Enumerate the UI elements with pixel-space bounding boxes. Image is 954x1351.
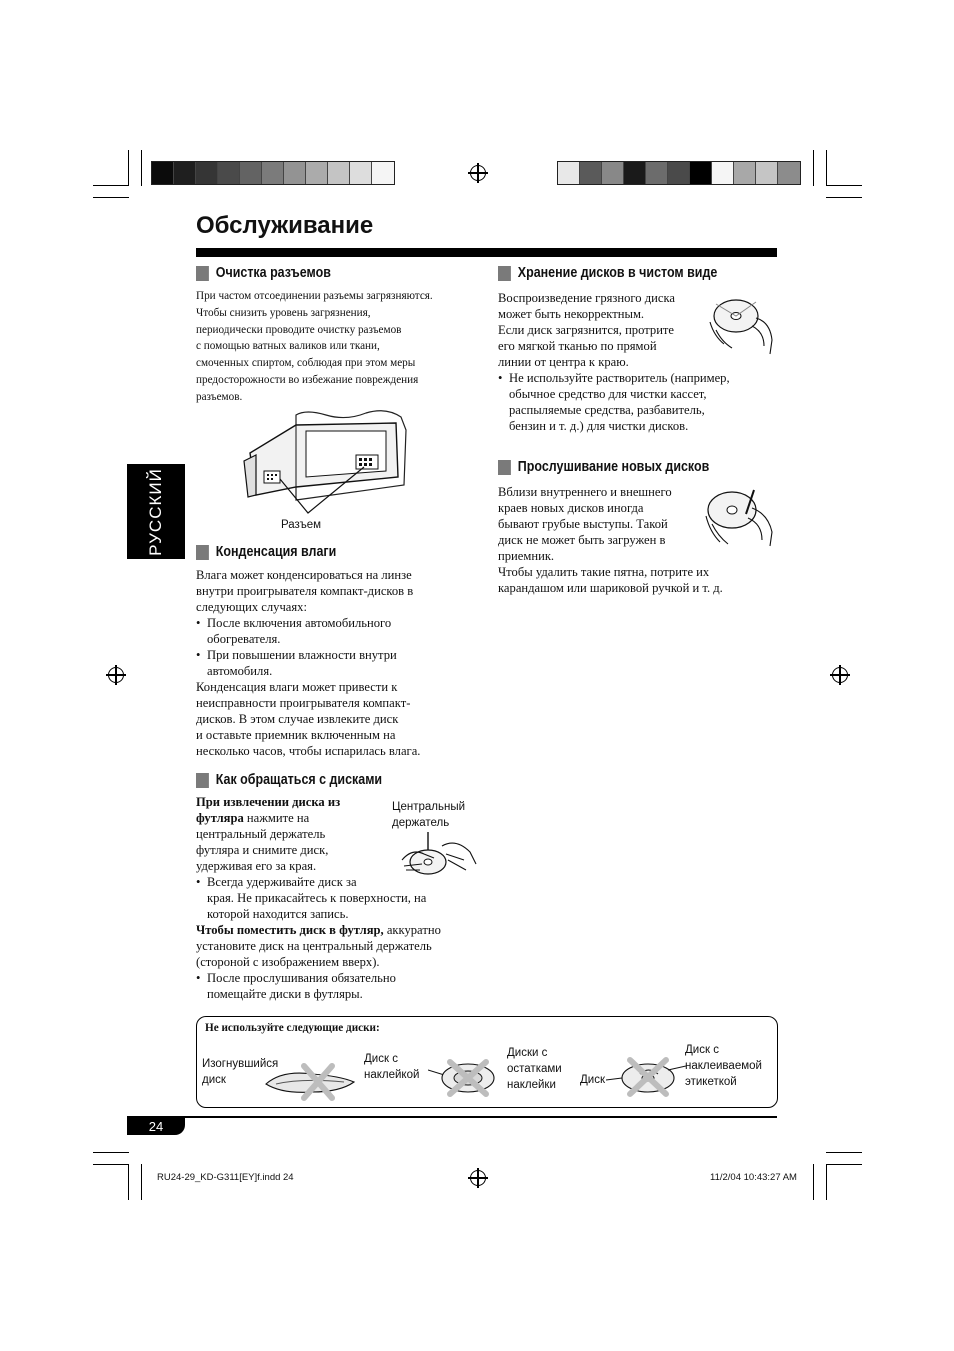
section-heading-handling [196,772,382,788]
color-calibration-bar-right [557,161,801,185]
text-line: автомобиля. [207,664,273,678]
label-line: наклейкой [364,1069,420,1081]
text-line: футляра и снимите диск, [196,843,329,857]
crop-mark [826,185,862,186]
text-line: диск не может быть загружен в [498,533,666,547]
label-line: Диски с [507,1047,548,1059]
disc-label: Диск [580,1074,605,1086]
text-line: карандашом или шариковой ручкой и т. д. [498,581,723,595]
bullet-item [196,615,486,647]
footer-date: 11/2/04 10:43:27 AM [710,1172,797,1183]
text-line: предосторожности во избежание повреждения [196,373,419,386]
registration-mark-icon [470,1170,486,1186]
color-swatch [350,162,372,184]
section-square-icon [498,460,511,475]
label-line: диск [202,1074,226,1086]
text-line: распыляемые средства, разбавитель, [509,403,705,417]
bold-text: футляра [196,811,244,825]
text-line: с помощью ватных валиков или ткани, [196,340,380,353]
crop-mark [826,1164,827,1200]
bold-text: При извлечении диска из [196,795,341,809]
text-line: бывают грубые выступы. Такой [498,517,668,531]
color-swatch [372,162,394,184]
crop-mark [128,1164,129,1200]
registration-mark-icon [832,667,848,683]
text-line: края. Не прикасайтесь к поверхности, на [207,891,427,905]
section-square-icon [196,545,209,560]
label-line: наклейки [507,1079,556,1091]
crop-mark [93,185,129,186]
color-swatch [712,162,734,184]
section-heading-text: Прослушивание новых дисков [517,459,710,475]
bottom-rule [127,1116,777,1118]
wipe-disc-illustration [708,292,778,358]
section-heading-text: Хранение дисков в чистом виде [517,265,718,281]
color-swatch [262,162,284,184]
section-square-icon [196,773,209,788]
text-line: удерживая его за края. [196,859,317,873]
bullet-item [196,647,486,679]
label-line: остатками [507,1063,562,1075]
color-swatch [558,162,580,184]
text-line: которой находится запись. [207,907,349,921]
text-line: (стороной с изображением вверх). [196,955,380,969]
text-line: Влага может конденсироваться на линзе [196,568,412,582]
color-swatch [328,162,350,184]
warning-title-text: Не используйте следующие диски: [205,1022,380,1034]
text-line: обогревателя. [207,632,281,646]
color-swatch [240,162,262,184]
text-line: Если диск загрязнится, протрите [498,323,675,337]
bold-text: Чтобы поместить диск в футляр, [196,923,384,937]
section-heading-text: Конденсация влаги [215,544,337,560]
page-number: 24 [127,1118,185,1135]
text-line: Чтобы удалить такие пятна, потрите их [498,565,710,579]
connectors-paragraph [196,288,486,406]
color-swatch [778,162,800,184]
adhesive-label-disc-label [685,1042,762,1090]
color-swatch [580,162,602,184]
label-disc-icon [606,1054,686,1098]
text-line: • При повышении влажности внутри [207,648,397,662]
text-line: неисправности проигрывателя компакт- [196,696,411,710]
crop-mark [813,150,814,186]
text-span: нажмите на [243,811,310,825]
residue-disc-label [507,1045,562,1093]
color-swatch [690,162,712,184]
label-line: Изогнувшийся [202,1058,279,1070]
bullet-item [196,970,471,1002]
text-line: краев новых дисков иногда [498,501,644,515]
label-line: Центральный [392,801,466,813]
text-line: обычное средство для чистки кассет, [509,387,707,401]
color-swatch [306,162,328,184]
section-heading-connectors [196,265,331,281]
crop-mark [93,1152,129,1153]
section-heading-text: Очистка разъемов [215,265,331,281]
crop-mark [141,150,142,186]
crop-mark [93,1164,129,1165]
color-swatch [734,162,756,184]
label-line: Диск с [364,1053,398,1065]
text-line: центральный держатель [196,827,326,841]
crop-mark [826,150,827,186]
text-line: дисков. В этом случае извлеките диск [196,712,399,726]
label-line: Диск с [685,1044,719,1056]
text-line: помещайте диски в футляры. [207,987,363,1001]
text-line: • Не используйте растворитель (например, [509,371,730,385]
page-title: Обслуживание [196,212,374,239]
text-line: периодически проводите очистку разъемов [196,323,402,336]
registration-mark-icon [470,165,486,181]
color-swatch [218,162,240,184]
text-line: При частом отсоединении разъемы загрязняются. [196,290,433,302]
section-heading-condensation [196,544,336,560]
color-swatch [602,162,624,184]
text-line: следующих случаях: [196,600,307,614]
color-swatch [284,162,306,184]
section-square-icon [196,266,209,281]
text-line: Конденсация влаги может привести к [196,680,398,694]
sticker-disc-label [364,1051,419,1083]
text-line: • После включения автомобильного [207,616,392,630]
text-line: Воспроизведение грязного диска [498,291,675,305]
text-line: Вблизи внутреннего и внешнего [498,485,672,499]
color-swatch [196,162,218,184]
condensation-paragraph [196,567,486,759]
footer-file: RU24-29_KD-G311[EY]f.indd 24 [157,1172,294,1183]
crop-mark [826,1164,862,1165]
sticker-disc-icon [428,1056,498,1098]
crop-mark [141,1164,142,1200]
section-square-icon [498,266,511,281]
label-line: этикеткой [685,1076,737,1088]
section-heading-text: Как обращаться с дисками [215,772,383,788]
text-line: • После прослушивания обязательно [207,971,396,985]
text-span: аккуратно [383,923,441,937]
warped-disc-icon [262,1062,358,1102]
text-line: и оставьте приемник включенным на [196,728,396,742]
center-holder-label [392,799,465,831]
crop-mark [813,1164,814,1200]
color-swatch [152,162,174,184]
text-line: разъемов. [196,390,243,403]
color-calibration-bar-left [151,161,395,185]
color-swatch [174,162,196,184]
section-heading-storage [498,265,717,281]
language-label: РУССКИЙ [146,467,165,556]
text-line: внутри проигрывателя компакт-дисков в [196,584,414,598]
bullet-item [498,370,773,434]
pencil-disc-illustration [702,486,778,550]
crop-mark [826,1152,862,1153]
color-swatch [668,162,690,184]
text-line: смоченных спиртом, соблюдая при этом меры [196,357,416,370]
text-line: приемник. [498,549,555,563]
text-line: его мягкой тканью по прямой [498,339,657,353]
text-line: линии от центра к краю. [498,355,629,369]
title-rule [196,248,777,257]
color-swatch [646,162,668,184]
text-line: Чтобы снизить уровень загрязнения, [196,306,371,319]
crop-mark [93,197,129,198]
color-swatch [624,162,646,184]
crop-mark [128,150,129,186]
label-line: держатель [392,817,450,829]
text-line: • Всегда удерживайте диск за [207,875,357,889]
text-line: установите диск на центральный держатель [196,939,432,953]
connector-illustration [236,405,416,520]
text-line: может быть некорректным. [498,307,645,321]
section-heading-new-discs [498,459,709,475]
text-line: несколько часов, чтобы испарилась влага. [196,744,421,758]
label-line: наклеиваемой [685,1060,762,1072]
language-side-tab [127,464,185,559]
color-swatch [756,162,778,184]
warning-title [205,1020,380,1037]
registration-mark-icon [108,667,124,683]
disc-case-hand-illustration [398,830,478,885]
text-line: бензин и т. д.) для чистки дисков. [509,419,689,433]
connector-label: Разъем [281,519,322,531]
crop-mark [826,197,862,198]
